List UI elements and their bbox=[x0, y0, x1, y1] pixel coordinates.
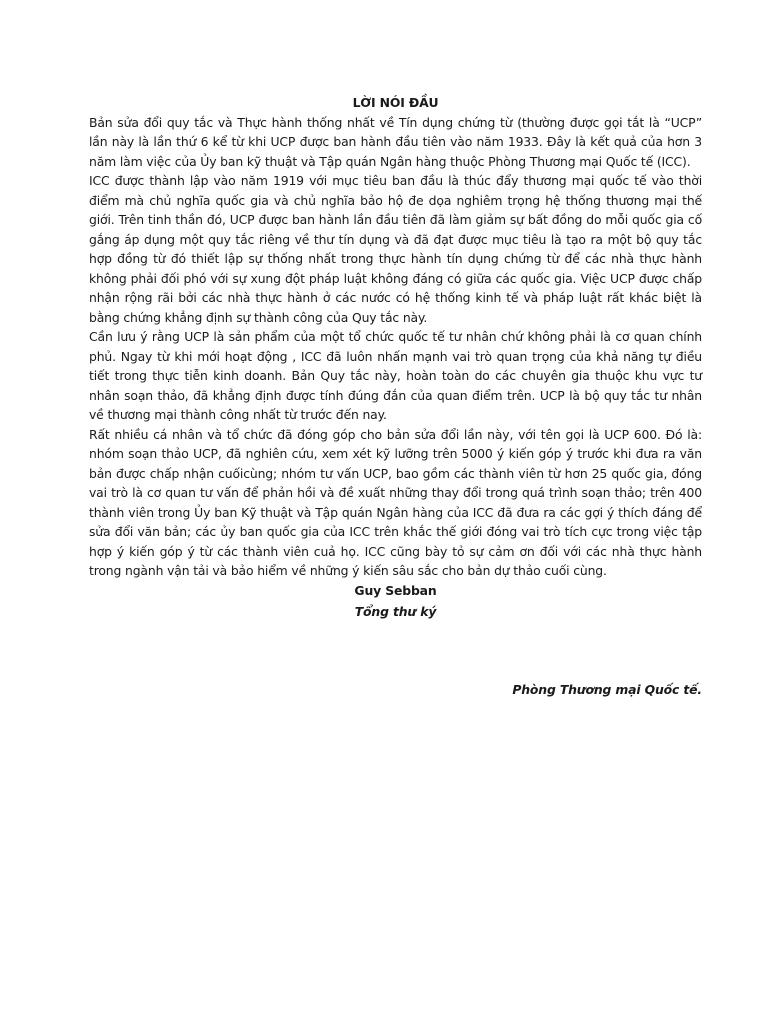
paragraph-icc-history: ICC được thành lập vào năm 1919 với mục tiêu ban đầu là thúc đẩy thương mại quốc tế vào thời điểm mà chủ nghĩa quốc gia và chủ nghĩa bảo hộ đe dọa nghiêm trọng hệ thống thương mại thế giới. Trên tinh thần đó, UCP được ban hành lần đầu tiên đã làm giảm sự bất đồng do mỗi quốc gia cố gắng áp dụng một quy tắc riêng về thư tín dụng và đã đạt được mục tiêu là tạo ra một bộ quy tắc hợp đồng từ đó thiết lập sự thống nhất trong thực hành tín dụng chứng từ để các nhà thực hành không phải đối phó với sự xung đột pháp luật không đáng có giữa các quốc gia. Việc UCP được chấp nhận rộng rãi bởi các nhà thực hành ở các nước có hệ thống kinh tế và pháp luật rất khác biệt là bằng chứng khẳng định sự thành công của Quy tắc này. bbox=[89, 173, 702, 325]
signature-name: Guy Sebban bbox=[354, 582, 437, 598]
paragraph-intro: Bản sửa đổi quy tắc và Thực hành thống nhất về Tín dụng chứng từ (thường được gọi tắt là “UCP” lần này là lần thứ 6 kể từ khi UCP được ban hành đầu tiên vào năm 1933. Đây là kết quả của hơn 3 năm làm việc của Ủy ban kỹ thuật và Tập quán Ngân hàng thuộc Phòng Thương mại Quốc tế (ICC). bbox=[89, 114, 702, 169]
document-body bbox=[89, 93, 702, 622]
signature-role: Tổng thư ký bbox=[354, 604, 437, 619]
document-title: LỜI NÓI ĐẦU bbox=[352, 95, 439, 110]
paragraph-private-rules: Cần lưu ý rằng UCP là sản phẩm của một tổ chức quốc tế tư nhân chứ không phải là cơ quan chính phủ. Ngay từ khi mới hoạt động , ICC đã luôn nhấn mạnh vai trò quan trọng của khả năng tự điều tiết trong thực tiễn kinh doanh. Bản Quy tắc này, hoàn toàn do các chuyên gia thuộc khu vực tư nhân soạn thảo, đã khẳng định được tính đúng đắn của quan điểm trên. UCP là bộ quy tắc tư nhân về thương mại thành công nhất từ trước đến nay. bbox=[89, 329, 702, 422]
organization-name: Phòng Thương mại Quốc tế. bbox=[512, 682, 702, 697]
paragraph-acknowledgements: Rất nhiều cá nhân và tổ chức đã đóng góp cho bản sửa đổi lần này, với tên gọi là UCP 600. Đó là: nhóm soạn thảo UCP, đã nghiên cứu, xem xét kỹ lưỡng trên 5000 ý kiến góp ý trước khi đưa ra văn bản được chấp nhận cuốicùng; nhóm tư vấn UCP, bao gồm các thành viên từ hơn 25 quốc gia, đóng vai trò là cơ quan tư vấn để phản hồi và đề xuất những thay đổi trong quá trình soạn thảo; trên 400 thành viên trong Ủy ban Kỹ thuật và Tập quán Ngân hàng của ICC đã đưa ra các gợi ý thích đáng để sửa đổi văn bản; các ủy ban quốc gia của ICC trên khắc thế giới đóng vai trò tích cực trong việc tập hợp ý kiến góp ý từ các thành viên cuả họ. ICC cũng bày tỏ sự cảm ơn đối với các nhà thực hành trong ngành vận tải và bảo hiểm về những ý kiến sâu sắc cho bản dự thảo cuối cùng. bbox=[89, 426, 702, 578]
